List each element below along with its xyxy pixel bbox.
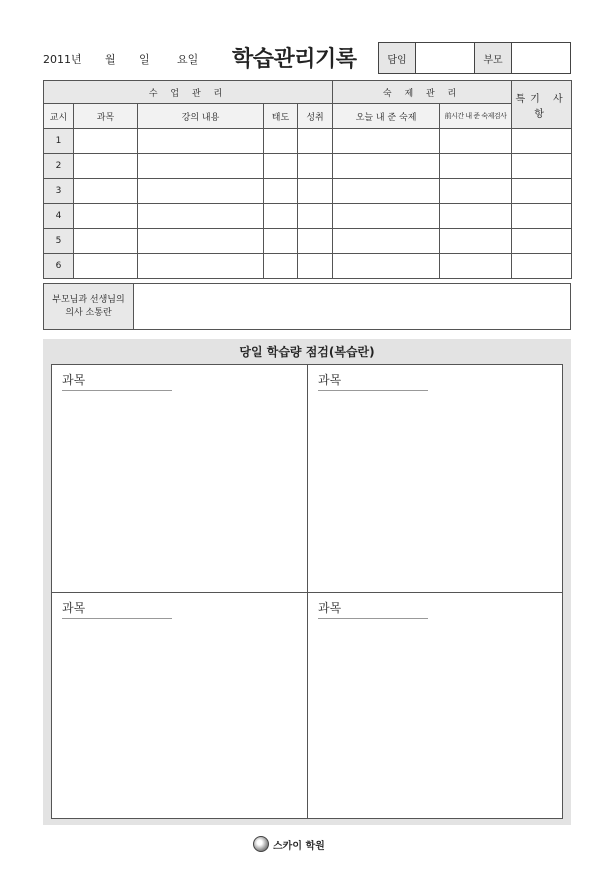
- homework-today-cell[interactable]: [333, 179, 440, 204]
- subject-cell[interactable]: [74, 179, 138, 204]
- review-subject-label: 과목: [318, 373, 342, 387]
- homework-check-cell[interactable]: [440, 129, 512, 154]
- review-cell[interactable]: [308, 365, 562, 592]
- attitude-cell[interactable]: [264, 154, 298, 179]
- period-number: 4: [44, 204, 74, 229]
- period-number: 6: [44, 254, 74, 279]
- teacher-sign-label: 담임: [379, 43, 416, 73]
- communication-box: [43, 283, 571, 330]
- review-subject-label: 과목: [62, 373, 86, 387]
- achievement-cell[interactable]: [298, 254, 333, 279]
- study-table: [43, 80, 572, 279]
- homework-check-cell[interactable]: [440, 154, 512, 179]
- period-number: 5: [44, 229, 74, 254]
- homework-today-cell[interactable]: [333, 129, 440, 154]
- subject-cell[interactable]: [74, 254, 138, 279]
- subject-cell[interactable]: [74, 129, 138, 154]
- homework-check-cell[interactable]: [440, 204, 512, 229]
- homework-today-cell[interactable]: [333, 204, 440, 229]
- subject-underline: [62, 390, 172, 391]
- lecture-cell[interactable]: [138, 179, 264, 204]
- review-title: 당일 학습량 점검(복습란): [239, 345, 375, 359]
- special-notes-cell[interactable]: [512, 229, 572, 254]
- teacher-sign-field[interactable]: [416, 43, 475, 73]
- homework-today-cell[interactable]: [333, 229, 440, 254]
- subject-cell[interactable]: [74, 154, 138, 179]
- lecture-cell[interactable]: [138, 204, 264, 229]
- achievement-cell[interactable]: [298, 129, 333, 154]
- subject-underline: [62, 618, 172, 619]
- year-label: 2011년: [43, 53, 82, 66]
- communication-label-line2: 의사 소통란: [65, 307, 112, 318]
- homework-check-cell[interactable]: [440, 229, 512, 254]
- subject-cell[interactable]: [74, 229, 138, 254]
- table-row: [44, 229, 572, 254]
- col-achievement: 성취: [298, 104, 333, 129]
- communication-label-line1: 부모님과 선생님의: [52, 294, 125, 305]
- table-row: [44, 154, 572, 179]
- table-row: [44, 129, 572, 154]
- footer-brand: [253, 836, 325, 852]
- review-section: [43, 339, 571, 825]
- attitude-cell[interactable]: [264, 229, 298, 254]
- attitude-cell[interactable]: [264, 204, 298, 229]
- review-subject-label: 과목: [62, 601, 86, 615]
- achievement-cell[interactable]: [298, 154, 333, 179]
- review-grid: [51, 364, 563, 819]
- review-cell[interactable]: [308, 593, 562, 818]
- achievement-cell[interactable]: [298, 179, 333, 204]
- globe-logo-icon: [253, 836, 269, 852]
- special-notes-header: 특기 사항: [512, 81, 572, 129]
- period-number: 1: [44, 129, 74, 154]
- period-number: 3: [44, 179, 74, 204]
- weekday-label: 요일: [177, 53, 199, 66]
- col-period: 교시: [44, 104, 74, 129]
- special-notes-cell[interactable]: [512, 254, 572, 279]
- special-notes-cell[interactable]: [512, 204, 572, 229]
- lecture-cell[interactable]: [138, 129, 264, 154]
- page-title: 학습관리기록: [232, 47, 357, 72]
- special-notes-cell[interactable]: [512, 154, 572, 179]
- review-cell[interactable]: [52, 593, 307, 818]
- signature-box: [378, 42, 571, 74]
- col-attitude: 태도: [264, 104, 298, 129]
- achievement-cell[interactable]: [298, 229, 333, 254]
- col-homework-today: 오늘 내 준 숙제: [333, 104, 440, 129]
- achievement-cell[interactable]: [298, 204, 333, 229]
- col-subject: 과목: [74, 104, 138, 129]
- month-label: 월: [105, 53, 116, 66]
- attitude-cell[interactable]: [264, 254, 298, 279]
- attitude-cell[interactable]: [264, 179, 298, 204]
- review-cell[interactable]: [52, 365, 307, 592]
- table-row: [44, 179, 572, 204]
- review-subject-label: 과목: [318, 601, 342, 615]
- communication-field[interactable]: [134, 284, 570, 329]
- homework-today-cell[interactable]: [333, 254, 440, 279]
- subject-underline: [318, 390, 428, 391]
- attitude-cell[interactable]: [264, 129, 298, 154]
- special-notes-cell[interactable]: [512, 129, 572, 154]
- homework-check-cell[interactable]: [440, 254, 512, 279]
- lecture-cell[interactable]: [138, 154, 264, 179]
- subject-underline: [318, 618, 428, 619]
- lecture-cell[interactable]: [138, 254, 264, 279]
- table-row: [44, 254, 572, 279]
- special-notes-cell[interactable]: [512, 179, 572, 204]
- lecture-cell[interactable]: [138, 229, 264, 254]
- communication-label: [44, 284, 134, 329]
- class-management-header: 수 업 관 리: [44, 81, 333, 104]
- homework-management-header: 숙 제 관 리: [333, 81, 512, 104]
- brand-name: 스카이 학원: [273, 840, 325, 852]
- period-number: 2: [44, 154, 74, 179]
- col-lecture: 강의 내용: [138, 104, 264, 129]
- subject-cell[interactable]: [74, 204, 138, 229]
- homework-check-cell[interactable]: [440, 179, 512, 204]
- parent-sign-label: 부모: [475, 43, 512, 73]
- day-label: 일: [139, 53, 150, 66]
- col-homework-check: 前시간 내 준 숙제검사: [440, 104, 512, 129]
- table-row: [44, 204, 572, 229]
- homework-today-cell[interactable]: [333, 154, 440, 179]
- parent-sign-field[interactable]: [512, 43, 570, 73]
